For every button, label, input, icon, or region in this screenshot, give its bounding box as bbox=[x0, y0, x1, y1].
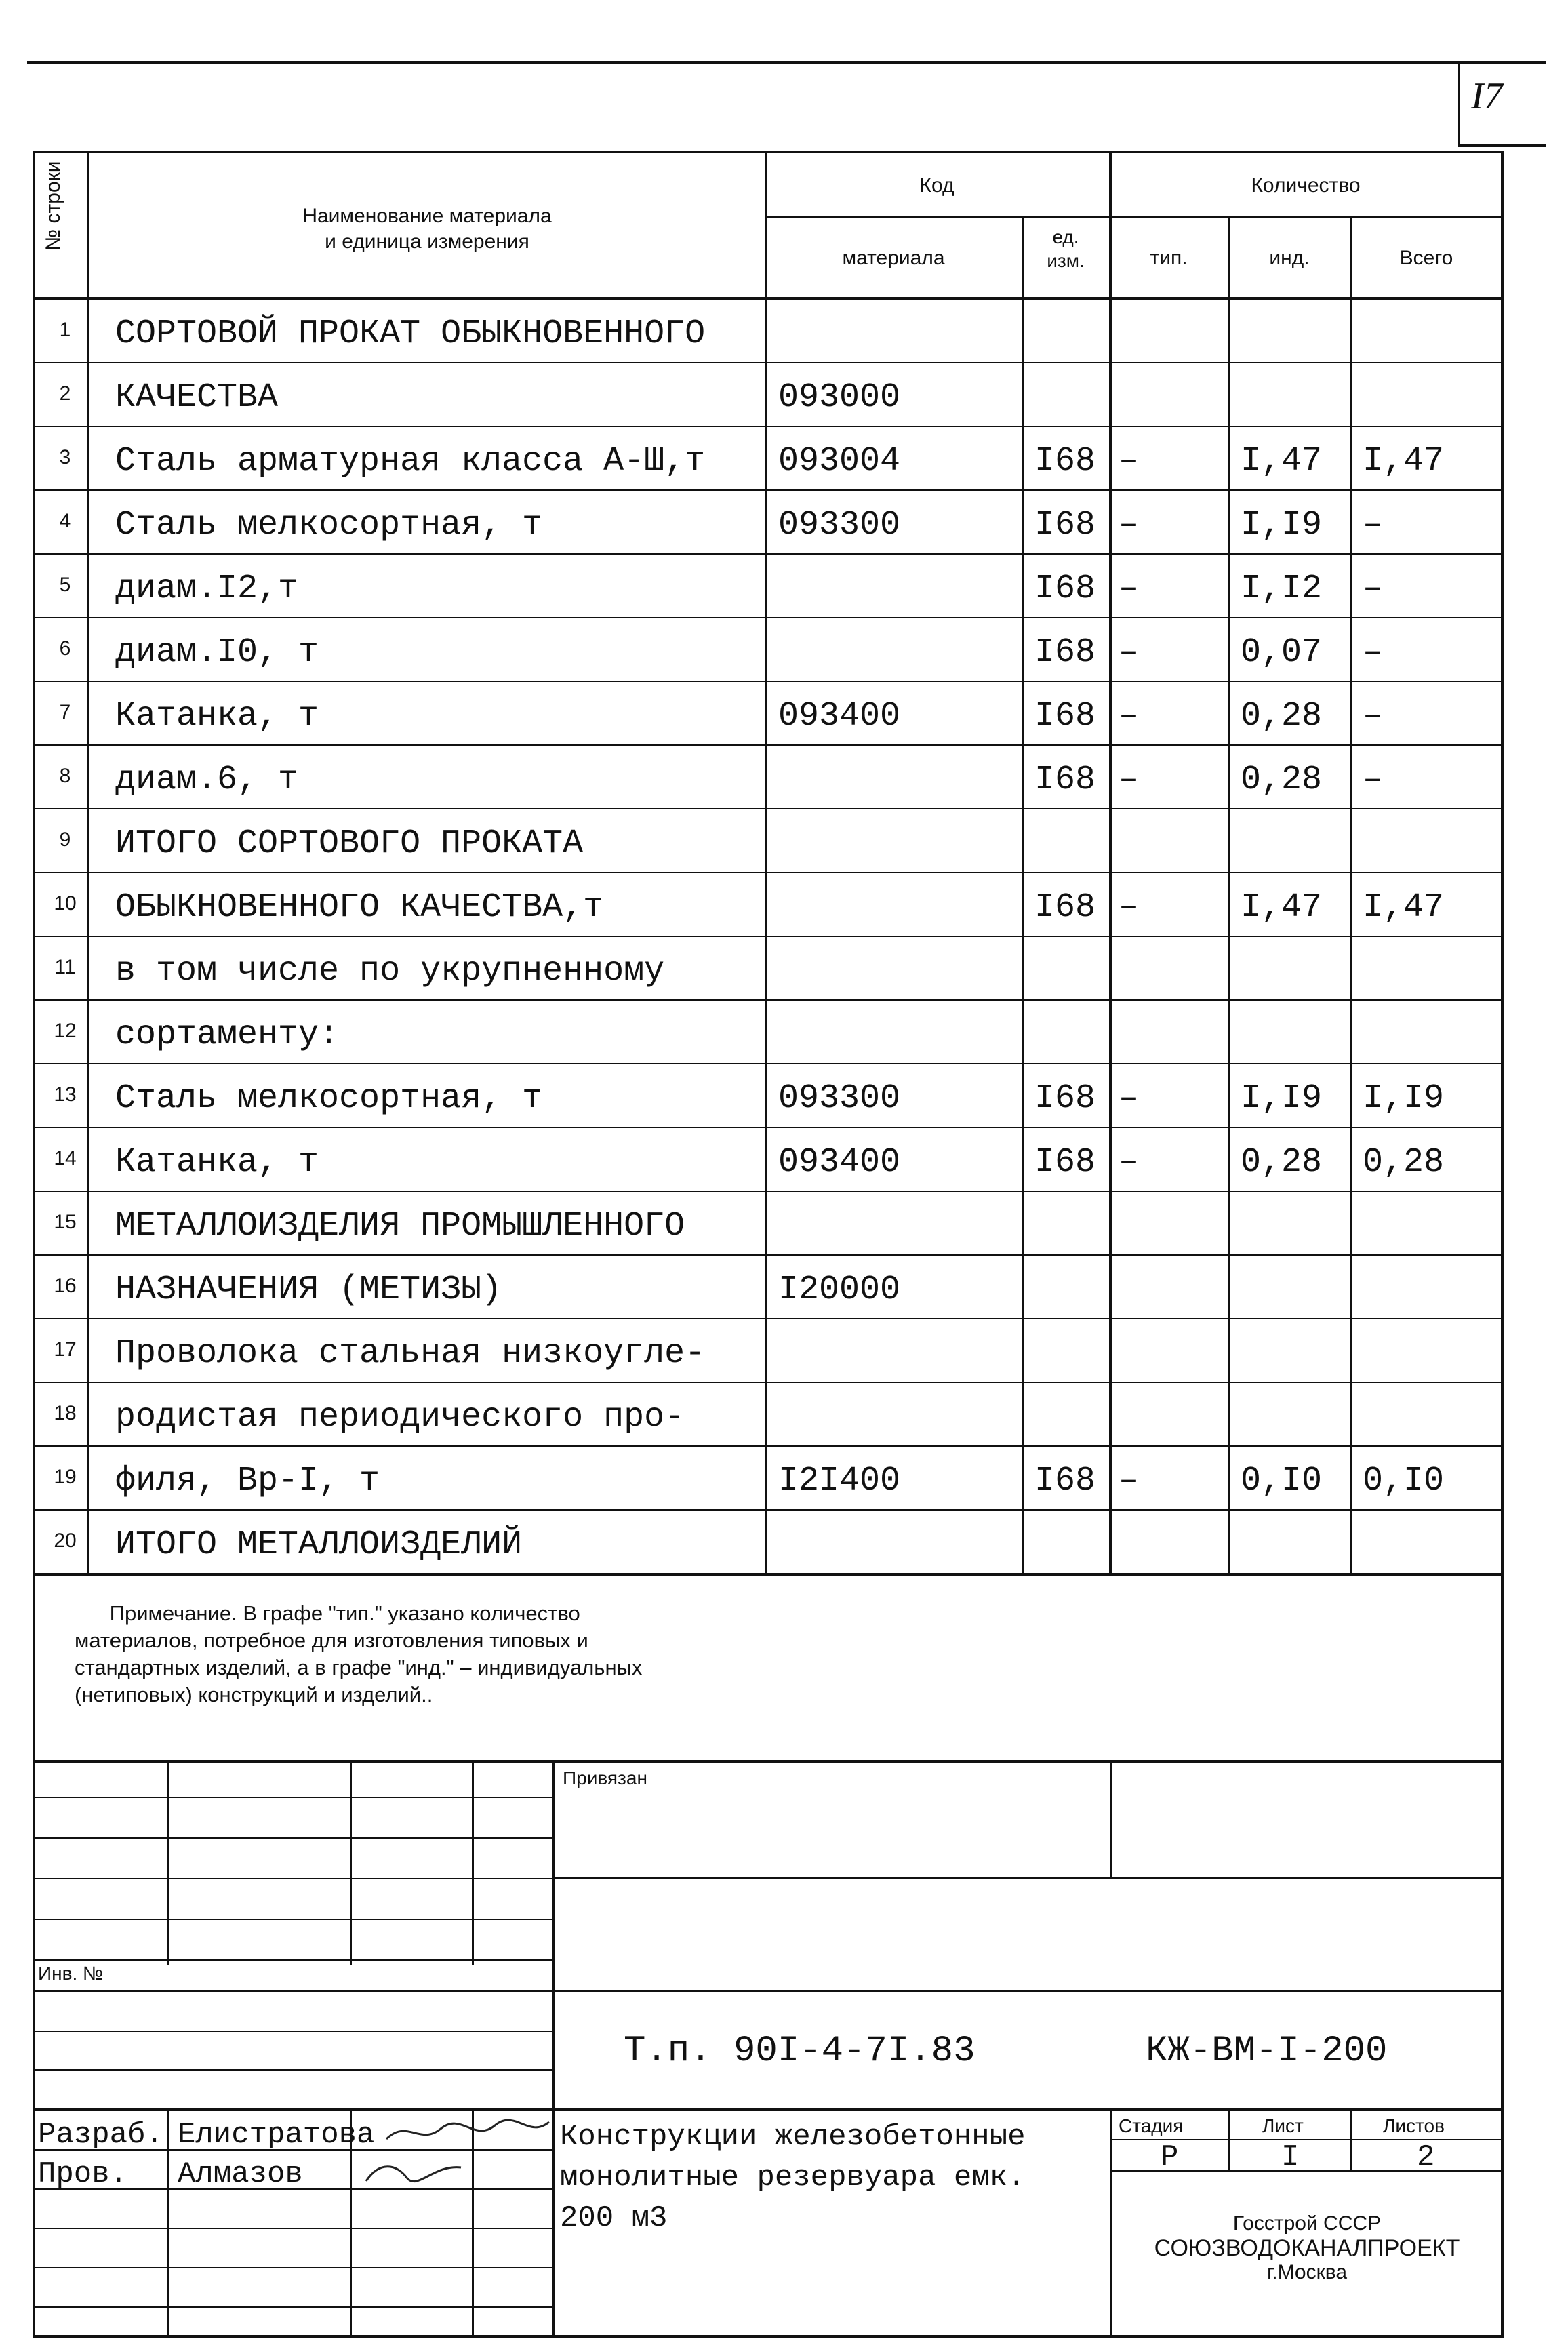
stamp-left-h1 bbox=[33, 1797, 553, 1798]
material-name: ИТОГО СОРТОВОГО ПРОКАТА bbox=[115, 824, 584, 863]
row-divider bbox=[33, 1127, 1504, 1128]
name-header bbox=[95, 203, 759, 254]
row-number: 1 bbox=[59, 319, 71, 341]
note-line-4: (нетиповых) конструкций и изделий.. bbox=[75, 1683, 433, 1706]
stamp-right-h2 bbox=[552, 1990, 1504, 1992]
stamp-lower-h3 bbox=[33, 2108, 1504, 2111]
stamp-privyazan-divider bbox=[1110, 1761, 1112, 1877]
row-divider bbox=[33, 489, 1504, 491]
col-line-unit bbox=[1109, 151, 1112, 1574]
qty-total: – bbox=[1363, 761, 1384, 799]
material-name: диам.I0, т bbox=[115, 633, 319, 672]
qty-total: I,47 bbox=[1363, 888, 1445, 927]
note-line-1: Примечание. В графе "тип." указано количество bbox=[75, 1601, 580, 1625]
qty-total: I,I9 bbox=[1363, 1079, 1445, 1118]
row-number: 18 bbox=[54, 1402, 77, 1424]
name-header-line1: Наименование материала bbox=[302, 205, 552, 227]
unit-code: I68 bbox=[1034, 888, 1096, 927]
material-code: 093300 bbox=[778, 506, 901, 544]
qty-typ: – bbox=[1119, 1079, 1140, 1118]
stamp-lower-h2 bbox=[33, 2069, 553, 2071]
qty-typ: – bbox=[1119, 569, 1140, 608]
razrab-signature bbox=[380, 2112, 556, 2153]
unit-code: I68 bbox=[1034, 761, 1096, 799]
page-number: I7 bbox=[1471, 75, 1503, 117]
row-number: 4 bbox=[59, 510, 71, 532]
col-line-typ bbox=[1228, 216, 1230, 1574]
material-name: Катанка, т bbox=[115, 1143, 319, 1182]
qty-total: – bbox=[1363, 697, 1384, 736]
row-number: 9 bbox=[59, 828, 71, 851]
stamp-left-h5 bbox=[33, 1959, 553, 1961]
qty-total: I,47 bbox=[1363, 442, 1445, 481]
stamp-lower-v1 bbox=[167, 2108, 169, 2336]
stadia-label: Стадия bbox=[1119, 2115, 1184, 2136]
material-name: МЕТАЛЛОИЗДЕЛИЯ ПРОМЫШЛЕННОГО bbox=[115, 1207, 685, 1245]
qty-ind-header: инд. bbox=[1269, 247, 1310, 269]
qty-ind: 0,07 bbox=[1241, 633, 1323, 672]
row-number: 16 bbox=[54, 1275, 77, 1297]
qty-total: – bbox=[1363, 569, 1384, 608]
col-line-code bbox=[1022, 216, 1024, 1574]
qty-typ: – bbox=[1119, 506, 1140, 544]
stamp-left-v1 bbox=[167, 1761, 169, 1965]
material-name: Катанка, т bbox=[115, 697, 319, 736]
col-line-rownum bbox=[87, 151, 89, 1574]
prov-name: Алмазов bbox=[178, 2157, 303, 2191]
col-line-name bbox=[765, 151, 767, 1574]
org-line-3: г.Москва bbox=[1266, 2261, 1348, 2283]
row-number: 2 bbox=[59, 382, 71, 405]
qty-total: – bbox=[1363, 633, 1384, 672]
qty-typ: – bbox=[1119, 633, 1140, 672]
row-number: 13 bbox=[54, 1083, 77, 1106]
col-line-ind bbox=[1350, 216, 1352, 1574]
title-line-3: 200 м3 bbox=[560, 2201, 668, 2235]
qty-ind: I,47 bbox=[1241, 442, 1323, 481]
material-name: филя, Вр-I, т bbox=[115, 1462, 380, 1500]
row-number: 6 bbox=[59, 637, 71, 660]
row-number: 3 bbox=[59, 446, 71, 468]
frame-left bbox=[33, 151, 35, 2337]
header-bottom-line bbox=[33, 297, 1504, 300]
project-code: Т.п. 90I-4-7I.83 bbox=[624, 2031, 976, 2072]
qty-typ: – bbox=[1119, 1462, 1140, 1500]
org-line-1: Госстрой СССР bbox=[1232, 2212, 1382, 2235]
material-name: Сталь арматурная класса А-Ш,т bbox=[115, 442, 706, 481]
row-divider bbox=[33, 1445, 1504, 1447]
row-divider bbox=[33, 617, 1504, 618]
material-name: родистая периодического про- bbox=[115, 1398, 685, 1437]
unit-code: I68 bbox=[1034, 442, 1096, 481]
code-unit-header-line1: ед. bbox=[1052, 226, 1079, 247]
prov-label: Пров. bbox=[38, 2157, 128, 2191]
stamp-left-v2 bbox=[350, 1761, 352, 1965]
qty-ind: 0,28 bbox=[1241, 697, 1323, 736]
material-code: 093300 bbox=[778, 1079, 901, 1118]
row-divider bbox=[33, 681, 1504, 682]
material-name: КАЧЕСТВА bbox=[115, 378, 279, 417]
row-number: 19 bbox=[54, 1466, 77, 1488]
qty-total: 0,28 bbox=[1363, 1143, 1445, 1182]
row-number: 5 bbox=[59, 574, 71, 596]
qty-total-header: Всего bbox=[1399, 247, 1453, 269]
qty-typ: – bbox=[1119, 761, 1140, 799]
frame-bottom bbox=[33, 2335, 1504, 2338]
code-group-header: Код bbox=[919, 174, 954, 197]
code-material-header: материала bbox=[842, 247, 945, 269]
stamp-lower-h8 bbox=[33, 2306, 553, 2308]
row-divider bbox=[33, 553, 1504, 555]
qty-typ: – bbox=[1119, 442, 1140, 481]
stadia-value: Р bbox=[1161, 2140, 1179, 2174]
material-name: ОБЫКНОВЕННОГО КАЧЕСТВА,т bbox=[115, 888, 604, 927]
row-divider bbox=[33, 936, 1504, 937]
unit-code: I68 bbox=[1034, 633, 1096, 672]
unit-code: I68 bbox=[1034, 697, 1096, 736]
top-border-line bbox=[27, 61, 1546, 64]
material-code: I20000 bbox=[778, 1271, 901, 1309]
material-name: СОРТОВОЙ ПРОКАТ ОБЫКНОВЕННОГО bbox=[115, 315, 706, 353]
razrab-label: Разраб. bbox=[38, 2118, 163, 2152]
stamp-top-line bbox=[33, 1760, 1504, 1763]
qty-ind: 0,I0 bbox=[1241, 1462, 1323, 1500]
row-divider bbox=[33, 1382, 1504, 1383]
stamp-left-h6 bbox=[33, 1990, 553, 1992]
stamp-left-v3 bbox=[472, 1761, 474, 1965]
qty-group-header: Количество bbox=[1251, 174, 1361, 197]
qty-ind: I,47 bbox=[1241, 888, 1323, 927]
qty-typ: – bbox=[1119, 697, 1140, 736]
qty-typ: – bbox=[1119, 1143, 1140, 1182]
qty-total: 0,I0 bbox=[1363, 1462, 1445, 1500]
row-number: 7 bbox=[59, 701, 71, 723]
code-unit-header bbox=[1022, 225, 1109, 273]
material-name: сортаменту: bbox=[115, 1016, 340, 1054]
stamp-main-divider bbox=[552, 1761, 555, 2336]
material-name: диам.I2,т bbox=[115, 569, 299, 608]
row-divider bbox=[33, 426, 1504, 427]
qty-ind: I,I2 bbox=[1241, 569, 1323, 608]
table-bottom-line bbox=[33, 1573, 1504, 1576]
row-number: 11 bbox=[54, 956, 76, 978]
material-name: ИТОГО МЕТАЛЛОИЗДЕЛИЙ bbox=[115, 1525, 523, 1564]
qty-ind: 0,28 bbox=[1241, 1143, 1323, 1182]
stamp-left-h3 bbox=[33, 1878, 553, 1879]
note-line-2: материалов, потребное для изготовления типовых и bbox=[75, 1628, 588, 1652]
inv-no-label: Инв. № bbox=[38, 1963, 104, 1984]
listov-value: 2 bbox=[1417, 2140, 1435, 2174]
code-unit-header-line2: изм. bbox=[1047, 250, 1085, 271]
material-code: 093400 bbox=[778, 697, 901, 736]
org-block bbox=[1112, 2212, 1502, 2285]
qty-ind: 0,28 bbox=[1241, 761, 1323, 799]
unit-code: I68 bbox=[1034, 506, 1096, 544]
unit-code: I68 bbox=[1034, 1079, 1096, 1118]
row-number: 15 bbox=[54, 1211, 77, 1233]
material-name: НАЗНАЧЕНИЯ (МЕТИЗЫ) bbox=[115, 1271, 502, 1309]
stamp-left-h2 bbox=[33, 1837, 553, 1839]
row-number: 8 bbox=[59, 765, 71, 787]
qty-total: – bbox=[1363, 506, 1384, 544]
stamp-lower-h6 bbox=[33, 2228, 553, 2229]
material-code: I2I400 bbox=[778, 1462, 901, 1500]
material-name: Сталь мелкосортная, т bbox=[115, 1079, 543, 1118]
list-label: Лист bbox=[1262, 2115, 1304, 2136]
note-line-3: стандартных изделий, а в графе "инд." – индивидуальных bbox=[75, 1656, 643, 1679]
unit-code: I68 bbox=[1034, 1143, 1096, 1182]
stamp-lower-h1 bbox=[33, 2031, 553, 2032]
title-line-2: монолитные резервуара емк. bbox=[560, 2161, 1026, 2195]
page-number-box-bottom bbox=[1458, 144, 1546, 147]
material-code: 093400 bbox=[778, 1143, 901, 1182]
material-name: в том числе по укрупненному bbox=[115, 952, 665, 991]
stamp-right-h1 bbox=[552, 1877, 1504, 1879]
row-divider bbox=[33, 1509, 1504, 1511]
stamp-left-h4 bbox=[33, 1919, 553, 1920]
header-mid-line bbox=[765, 216, 1502, 218]
unit-code: I68 bbox=[1034, 1462, 1096, 1500]
row-divider bbox=[33, 1191, 1504, 1192]
qty-ind: I,I9 bbox=[1241, 1079, 1323, 1118]
razrab-name: Елистратова bbox=[178, 2118, 375, 2152]
frame-right bbox=[1501, 151, 1504, 2337]
qty-ind: I,I9 bbox=[1241, 506, 1323, 544]
qty-typ-header: тип. bbox=[1150, 247, 1188, 269]
row-divider bbox=[33, 362, 1504, 363]
prov-signature bbox=[359, 2151, 475, 2191]
material-name: Проволока стальная низкоугле- bbox=[115, 1334, 706, 1373]
row-divider bbox=[33, 1254, 1504, 1256]
name-header-line2: и единица измерения bbox=[325, 230, 529, 253]
row-number: 12 bbox=[54, 1020, 77, 1042]
material-name: Сталь мелкосортная, т bbox=[115, 506, 543, 544]
stamp-lower-h7 bbox=[33, 2267, 553, 2268]
frame-top bbox=[33, 151, 1504, 153]
material-code: 093004 bbox=[778, 442, 901, 481]
row-number: 20 bbox=[54, 1530, 77, 1552]
sheet-code: КЖ-ВМ-I-200 bbox=[1146, 2031, 1388, 2072]
row-divider bbox=[33, 808, 1504, 809]
material-name: диам.6, т bbox=[115, 761, 299, 799]
list-value: I bbox=[1281, 2140, 1300, 2174]
material-code: 093000 bbox=[778, 378, 901, 417]
listov-label: Листов bbox=[1383, 2115, 1445, 2136]
unit-code: I68 bbox=[1034, 569, 1096, 608]
privyazan-label: Привязан bbox=[563, 1767, 647, 1788]
row-divider bbox=[33, 1063, 1504, 1064]
row-number-header: № строки bbox=[42, 161, 64, 251]
title-line-1: Конструкции железобетонные bbox=[560, 2120, 1026, 2154]
row-divider bbox=[33, 872, 1504, 873]
org-line-2: СОЮЗВОДОКАНАЛПРОЕКТ bbox=[1154, 2235, 1460, 2261]
row-number: 17 bbox=[54, 1338, 77, 1361]
row-divider bbox=[33, 744, 1504, 746]
row-divider bbox=[33, 999, 1504, 1001]
row-number: 14 bbox=[54, 1147, 77, 1170]
row-number: 10 bbox=[54, 892, 77, 915]
page-number-box-left bbox=[1458, 61, 1460, 146]
qty-typ: – bbox=[1119, 888, 1140, 927]
row-divider bbox=[33, 1318, 1504, 1319]
